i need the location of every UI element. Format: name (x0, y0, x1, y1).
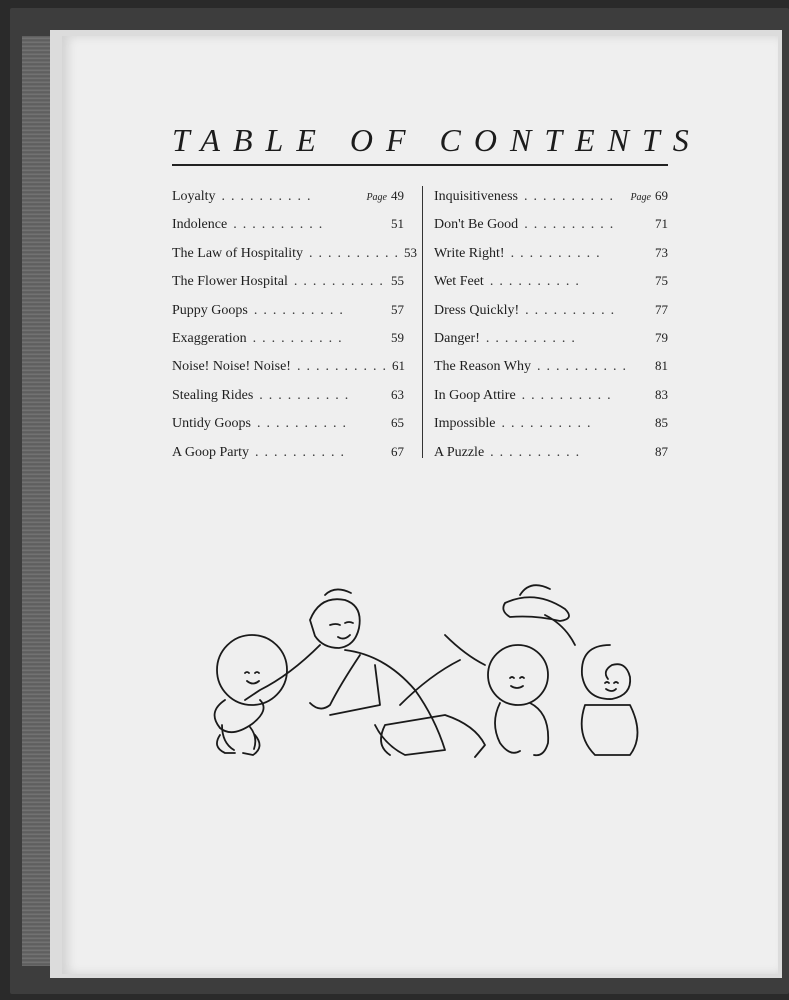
goop-figure-middle (445, 635, 548, 755)
toc-entry[interactable]: Wet Feet .......... 75 (434, 273, 668, 290)
man-figure (245, 589, 485, 757)
book-page (62, 36, 778, 974)
toc-entry[interactable]: A Puzzle .......... 87 (434, 443, 668, 460)
toc-entry[interactable]: Danger! .......... 79 (434, 329, 668, 346)
goop-figure-left (215, 635, 287, 755)
toc-entry[interactable]: Dress Quickly! .......... 77 (434, 301, 668, 318)
toc-entry[interactable]: Untidy Goops .......... 65 (172, 415, 404, 432)
toc-entry[interactable]: The Law of Hospitality .......... 53 (172, 244, 418, 261)
toc-entry[interactable]: Indolence .......... 51 (172, 216, 404, 233)
goops-illustration (200, 585, 670, 775)
toc-left-column (172, 188, 418, 472)
toc-entry[interactable]: Noise! Noise! Noise! .......... 61 (172, 358, 405, 375)
toc-entry[interactable]: Don't Be Good .......... 71 (434, 216, 668, 233)
toc-entry[interactable]: Puppy Goops .......... 57 (172, 301, 404, 318)
toc-entry[interactable]: In Goop Attire .......... 83 (434, 386, 668, 403)
book-spine (22, 36, 52, 966)
toc-entry[interactable]: Stealing Rides .......... 63 (172, 386, 404, 403)
toc-entry[interactable]: Exaggeration .......... 59 (172, 329, 404, 346)
toc-entry[interactable]: Loyalty .......... Page 49 (172, 188, 404, 204)
toc-right-column (434, 188, 668, 472)
toc-entry[interactable]: The Flower Hospital .......... 55 (172, 273, 404, 290)
toc-entry[interactable]: Impossible .......... 85 (434, 415, 668, 432)
toc-entry[interactable]: A Goop Party .......... 67 (172, 443, 404, 460)
toc-entry[interactable]: Inquisitiveness .......... Page 69 (434, 188, 668, 204)
toc-entry[interactable]: Write Right! .......... 73 (434, 244, 668, 261)
page-title: TABLE OF CONTENTS (172, 122, 702, 158)
bowler-hat (503, 585, 569, 621)
column-divider (422, 186, 423, 458)
goop-figure-right (545, 615, 638, 755)
toc-entry[interactable]: The Reason Why .......... 81 (434, 358, 668, 375)
title-rule (172, 164, 668, 166)
